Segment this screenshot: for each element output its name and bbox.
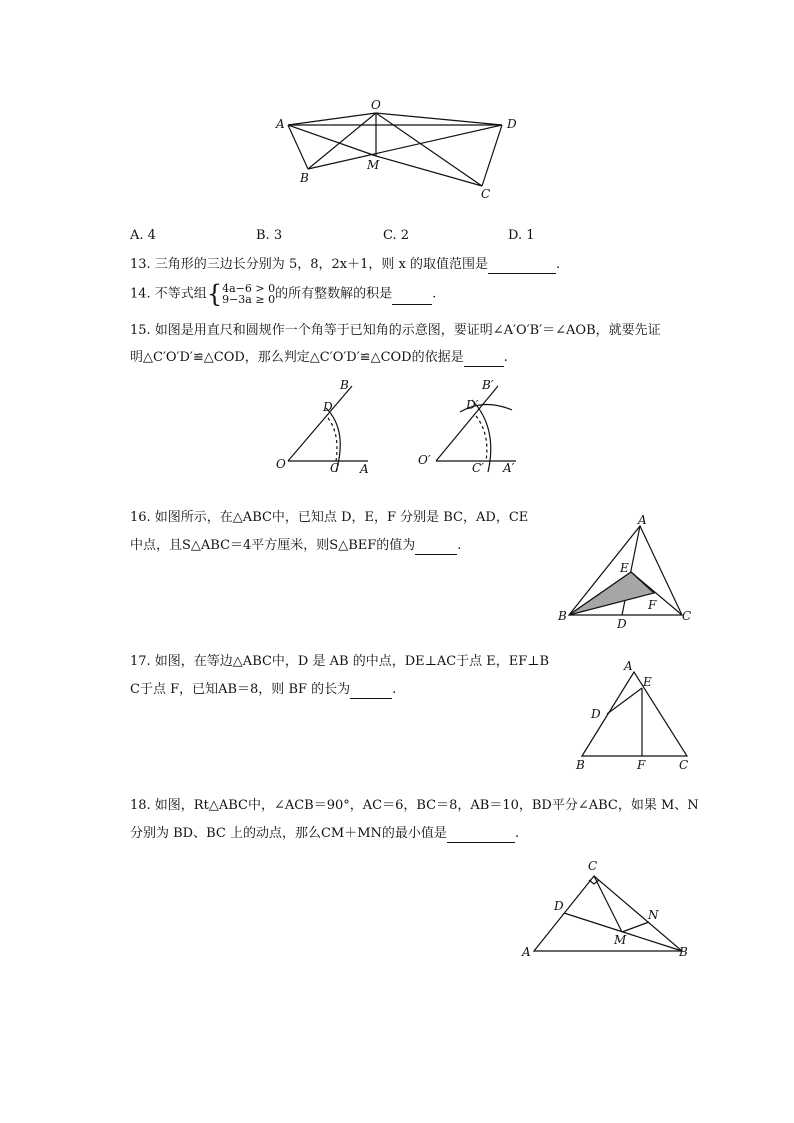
- question-13: 13. 三角形的三边长分别为 5，8，2x＋1，则 x 的取值范围是 .: [130, 257, 561, 272]
- label-A-prime: A′: [503, 461, 515, 475]
- inequality-system: 4a−6 > 0 9−3a ≥ 0: [222, 282, 276, 306]
- label-A: A: [624, 659, 633, 673]
- option-c: C. 2: [383, 228, 410, 243]
- label-N: N: [648, 908, 659, 922]
- label-B: B: [558, 609, 567, 623]
- question-15-line2: 明△C′O′D′≌△COD，那么判定△C′O′D′≌△COD的依据是 .: [130, 350, 508, 365]
- label-F: F: [648, 598, 657, 612]
- question-16-line1: 16. 如图所示，在△ABC中，已知点 D，E，F 分别是 BC，AD，CE: [130, 510, 529, 525]
- figure-q17: [570, 656, 700, 774]
- label-C: C: [481, 187, 491, 201]
- figure-q18: [516, 856, 696, 966]
- label-O: O: [276, 457, 286, 471]
- label-C: C: [682, 609, 692, 623]
- figure-q16: [554, 512, 704, 632]
- label-O: O: [371, 98, 381, 112]
- question-18-line1: 18. 如图，Rt△ABC中，∠ACB＝90°，AC＝6，BC＝8，AB＝10，BD平分∠ABC，如果 M、N: [130, 798, 699, 813]
- label-B: B: [340, 378, 349, 392]
- question-14: 14. 不等式组{4a−6 > 0 9−3a ≥ 0的所有整数解的积是 .: [130, 280, 437, 308]
- question-17-line1: 17. 如图，在等边△ABC中，D 是 AB 的中点，DE⊥AC于点 E，EF⊥B: [130, 654, 550, 669]
- label-B: B: [679, 945, 688, 959]
- label-M: M: [367, 158, 380, 172]
- label-O-prime: O′: [418, 453, 431, 467]
- figure-q15-left: [270, 372, 380, 477]
- question-15-line1: 15. 如图是用直尺和圆规作一个角等于已知角的示意图，要证明∠A′O′B′＝∠AOB，就要先证: [130, 323, 661, 338]
- label-C: C: [330, 461, 340, 475]
- label-D: D: [554, 899, 564, 913]
- label-A: A: [276, 117, 285, 131]
- question-17-line2: C于点 F，已知AB＝8，则 BF 的长为 .: [130, 682, 397, 697]
- question-16-line2: 中点，且S△ABC＝4平方厘米，则S△BEF的值为 .: [130, 538, 462, 553]
- label-B: B: [300, 171, 309, 185]
- label-F: F: [637, 758, 646, 772]
- label-D: D: [507, 117, 517, 131]
- question-18-line2: 分别为 BD、BC 上的动点，那么CM＋MN的最小值是 .: [130, 826, 520, 841]
- label-C-prime: C′: [472, 461, 484, 475]
- label-A: A: [522, 945, 531, 959]
- label-D-prime: D′: [466, 398, 479, 412]
- label-B-prime: B′: [482, 378, 494, 392]
- label-E: E: [643, 675, 652, 689]
- option-d: D. 1: [508, 228, 535, 243]
- label-E: E: [620, 561, 629, 575]
- label-B: B: [576, 758, 585, 772]
- label-C: C: [588, 859, 598, 873]
- label-A: A: [360, 462, 369, 476]
- label-D: D: [591, 707, 601, 721]
- label-M: M: [614, 933, 627, 947]
- label-A: A: [638, 513, 647, 527]
- option-a: A. 4: [130, 228, 156, 243]
- figure-q15-right: [410, 372, 530, 477]
- label-D: D: [617, 617, 627, 631]
- label-D: D: [323, 400, 333, 414]
- label-C: C: [679, 758, 689, 772]
- option-b: B. 3: [256, 228, 283, 243]
- figure-quadrilateral: [270, 92, 530, 202]
